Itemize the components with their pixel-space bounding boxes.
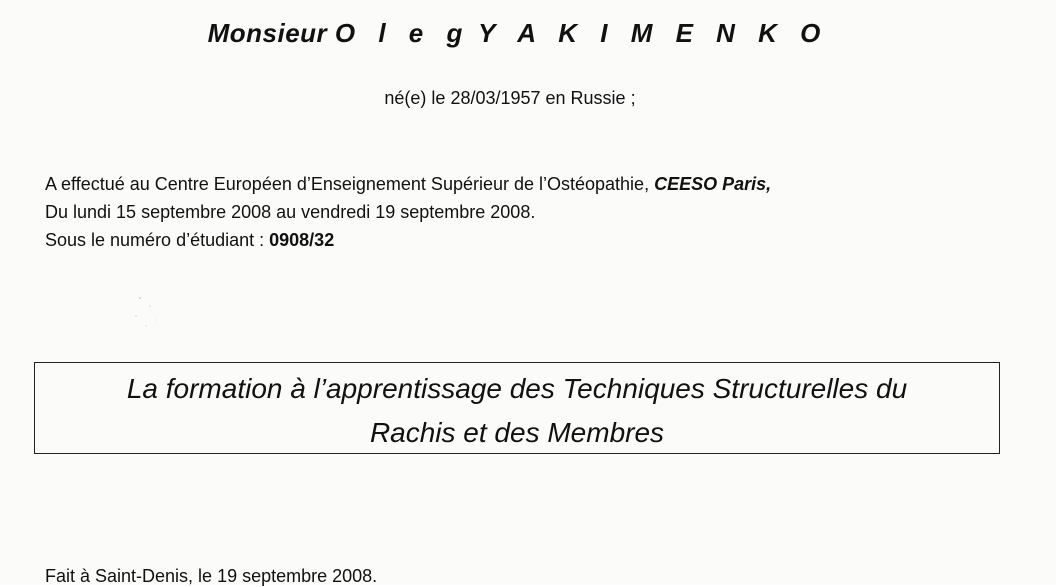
school-name: CEESO Paris, [654,174,772,194]
student-number-line [45,226,771,254]
training-title-line-2: Rachis et des Membres [369,417,665,448]
place-and-date: Fait à Saint-Denis, le 19 septembre 2008. [45,566,378,586]
scan-smudge [128,292,168,336]
recipient-name [0,18,1036,49]
student-number-label: Sous le numéro d’étudiant : [45,230,270,250]
training-title-line-1: La formation à l’apprentissage des Techniques Structurelles du [126,373,908,404]
training-title-box [34,362,1000,454]
attendance-details [45,170,771,254]
student-number: 0908/32 [269,230,335,250]
attendance-prefix: A effectué au Centre Européen d’Enseignement Supérieur de l’Ostéopathie, [45,174,655,194]
last-name: Y A K I M E N K O [478,18,829,48]
first-name: O l e g [334,18,471,48]
birth-info: né(e) le 28/03/1957 en Russie ; [384,88,636,108]
salutation: Monsieur [207,18,328,48]
attendance-dates: Du lundi 15 septembre 2008 au vendredi 19 septembre 2008. [45,202,536,222]
attendance-line-1 [45,170,771,198]
